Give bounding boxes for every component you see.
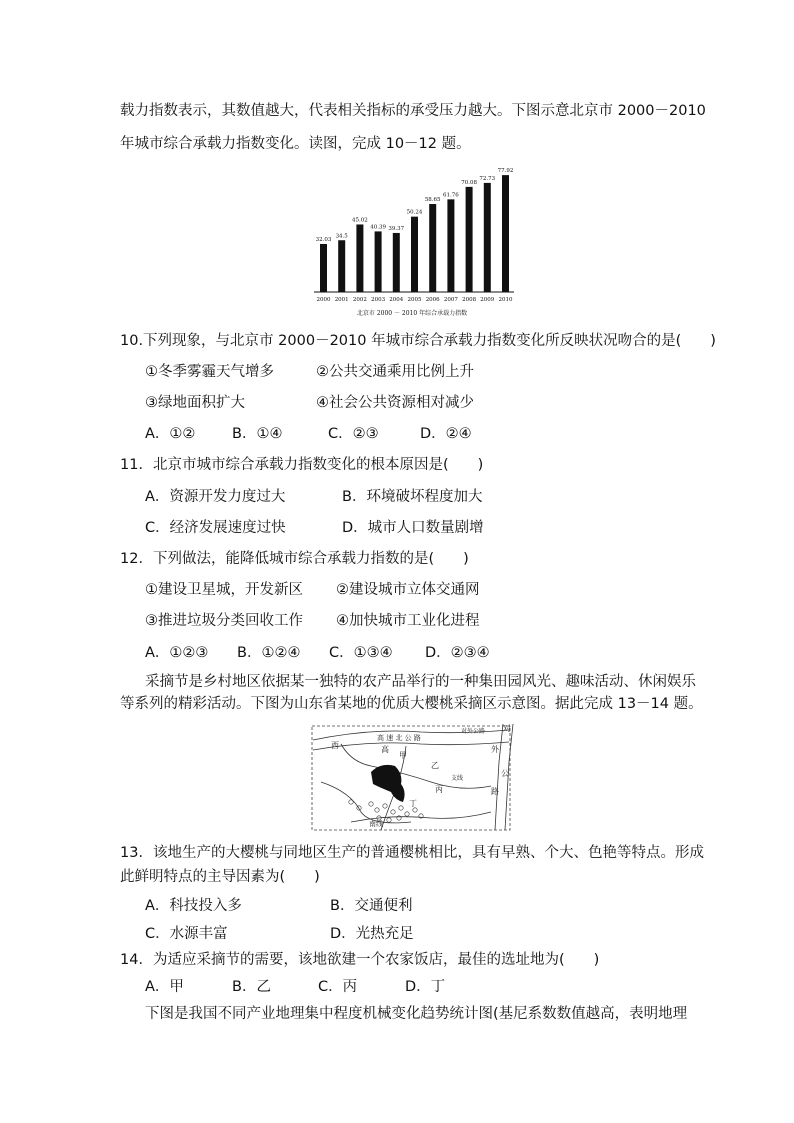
- q11-stem: 11．北京市城市综合承载力指数变化的根本原因是( ): [120, 457, 484, 473]
- q13-choice-a: A．科技投入多: [145, 898, 242, 914]
- q10-option-2: ②公共交通乘用比例上升: [316, 364, 474, 380]
- orchard-symbol: [369, 802, 373, 806]
- bar-value-label-2010: 77.92: [497, 168, 514, 175]
- q14-choice-a: A．甲: [145, 979, 184, 995]
- q12-stem: 12．下列做法，能降低城市综合承载力指数的是( ): [120, 551, 469, 567]
- chart-bars: [320, 175, 509, 292]
- road-label: 高 速 北 公 路: [377, 734, 421, 742]
- place-label-bing: 丙: [435, 785, 443, 794]
- q14-choice-d: D．丁: [405, 979, 446, 995]
- x-tick-label-2008: 2008: [462, 297, 477, 303]
- q10-option-1: ①冬季雾霾天气增多: [145, 364, 274, 380]
- bar-value-label-2009: 72.73: [479, 175, 496, 182]
- q10-choice-a: A．①②: [145, 426, 196, 442]
- bar-value-label-2005: 50.24: [406, 209, 423, 216]
- bar-2000: [320, 244, 327, 292]
- bar-value-label-2006: 58.65: [424, 197, 441, 204]
- q13-stem-line-1: 13．该地生产的大樱桃与同地区生产的普通樱桃相比，具有早熟、个大、色艳等特点。形成: [120, 845, 704, 861]
- place-label-jia: 甲: [399, 751, 407, 760]
- q12-option-3: ③推进垃圾分类回收工作: [145, 613, 303, 629]
- bar-value-label-2000: 32.03: [315, 236, 332, 243]
- q14-choice-b: B．乙: [232, 979, 271, 995]
- orchard-symbol: [349, 800, 353, 804]
- orchard-symbol: [391, 810, 395, 814]
- q12-choice-b: B．①②④: [237, 645, 301, 661]
- q10-choice-d: D．②④: [420, 426, 472, 442]
- q10-option-3: ③绿地面积扩大: [145, 395, 245, 411]
- q10-choice-c: C．②③: [328, 426, 379, 442]
- q13-choice-b: B．交通便利: [330, 898, 413, 914]
- orchard-symbol: [387, 818, 391, 822]
- q12-choice-c: C．①③④: [329, 645, 393, 661]
- bar-value-label-2007: 61.76: [443, 192, 459, 199]
- x-tick-label-2009: 2009: [480, 297, 495, 303]
- x-tick-label-2007: 2007: [443, 297, 458, 303]
- road-side-label-2: 公: [501, 769, 509, 778]
- q14-stem: 14．为适应采摘节的需要，该地欲建一个农家饭店，最佳的选址地为( ): [120, 952, 600, 968]
- bar-value-label-2004: 39.37: [388, 225, 405, 232]
- bar-2010: [502, 175, 509, 292]
- x-tick-label-2006: 2006: [425, 297, 440, 303]
- q11-choice-d: D．城市人口数量剧增: [342, 520, 484, 536]
- x-tick-label-2010: 2010: [498, 297, 513, 303]
- outer-road-side-label: 外: [491, 745, 499, 754]
- chart-title: 北京市 2000 － 2010 年综合承载力指数: [356, 310, 468, 317]
- bar-2009: [484, 183, 491, 292]
- q12-option-1: ①建设卫星城，开发新区: [145, 582, 303, 598]
- road-side-label-1: 对: [503, 724, 511, 733]
- passage2-line-2: 等系列的精彩活动。下图为山东省某地的优质大樱桃采摘区示意图。据此完成 13－14 题。: [120, 696, 703, 712]
- place-label-west: 西: [331, 741, 339, 750]
- place-label-gao: 高: [381, 745, 389, 754]
- place-label-ding: 丁: [409, 799, 417, 808]
- road-side-label-3: 路: [491, 787, 499, 796]
- q12-option-4: ④加快城市工业化进程: [336, 613, 480, 629]
- bar-value-label-2001: 34.5: [335, 233, 348, 240]
- intro-line-1: 载力指数表示，其数值越大，代表相关指标的承受压力越大。下图示意北京市 2000－2010: [120, 103, 706, 119]
- x-tick-label-2001: 2001: [334, 297, 349, 303]
- bar-value-label-2003: 40.39: [370, 224, 386, 231]
- south-road-label: 南线: [369, 820, 383, 828]
- q12-choice-a: A．①②③: [145, 645, 209, 661]
- branch-road: [341, 744, 491, 788]
- branch-road-label: 支线: [451, 775, 464, 782]
- bar-2003: [375, 231, 382, 292]
- bar-2005: [411, 217, 418, 292]
- q13-choice-d: D．光热充足: [330, 926, 414, 942]
- orchard-symbol: [405, 812, 409, 816]
- q13-stem-line-2: 此鲜明特点的主导因素为( ): [120, 869, 320, 885]
- place-label-yi: 乙: [431, 761, 439, 770]
- bar-2008: [466, 187, 473, 292]
- bar-2002: [356, 224, 363, 292]
- q11-choice-a: A．资源开发力度过大: [145, 489, 286, 505]
- q12-option-2: ②建设城市立体交通网: [336, 582, 480, 598]
- x-tick-label-2004: 2004: [389, 297, 404, 303]
- chart-tick-labels: [317, 297, 513, 303]
- q14-choice-c: C．丙: [318, 979, 358, 995]
- orchard-symbol: [413, 808, 417, 812]
- q11-choice-b: B．环境破坏程度加大: [342, 489, 483, 505]
- q10-choice-b: B．①④: [232, 426, 283, 442]
- orchard-symbol: [383, 804, 387, 808]
- q13-choice-c: C．水源丰富: [145, 926, 228, 942]
- cherry-area: [371, 765, 405, 802]
- x-tick-label-2003: 2003: [371, 297, 386, 303]
- bar-2006: [429, 204, 436, 292]
- bar-chart: [300, 160, 520, 320]
- q12-choice-d: D．②③④: [425, 645, 490, 661]
- q10-option-4: ④社会公共资源相对减少: [316, 395, 474, 411]
- q11-choice-c: C．经济发展速度过快: [145, 520, 286, 536]
- bar-2007: [447, 199, 454, 292]
- tail-line-1: 下图是我国不同产业地理集中程度机械变化趋势统计图(基尼系数数值越高，表明地理: [145, 1006, 688, 1022]
- intro-line-2: 年城市综合承载力指数变化。读图，完成 10－12 题。: [120, 136, 471, 152]
- orchard-symbol: [399, 806, 403, 810]
- passage2-line-1: 采摘节是乡村地区依据某一独特的农产品举行的一种集田园风光、趣味活动、休闲娱乐: [145, 674, 696, 690]
- outer-road-label: 对外公路: [461, 728, 486, 735]
- bar-value-label-2008: 70.08: [461, 179, 477, 186]
- x-tick-label-2000: 2000: [316, 297, 331, 303]
- x-tick-label-2002: 2002: [352, 297, 367, 303]
- bar-2001: [338, 240, 345, 292]
- bar-2004: [393, 233, 400, 292]
- bar-value-label-2002: 45.02: [352, 217, 368, 224]
- x-tick-label-2005: 2005: [407, 297, 422, 303]
- q10-stem: 10.下列现象，与北京市 2000－2010 年城市综合承载力指数变化所反映状况吻合的是( ): [120, 333, 716, 349]
- cherry-picking-map: [311, 722, 515, 832]
- orchard-symbol: [375, 808, 379, 812]
